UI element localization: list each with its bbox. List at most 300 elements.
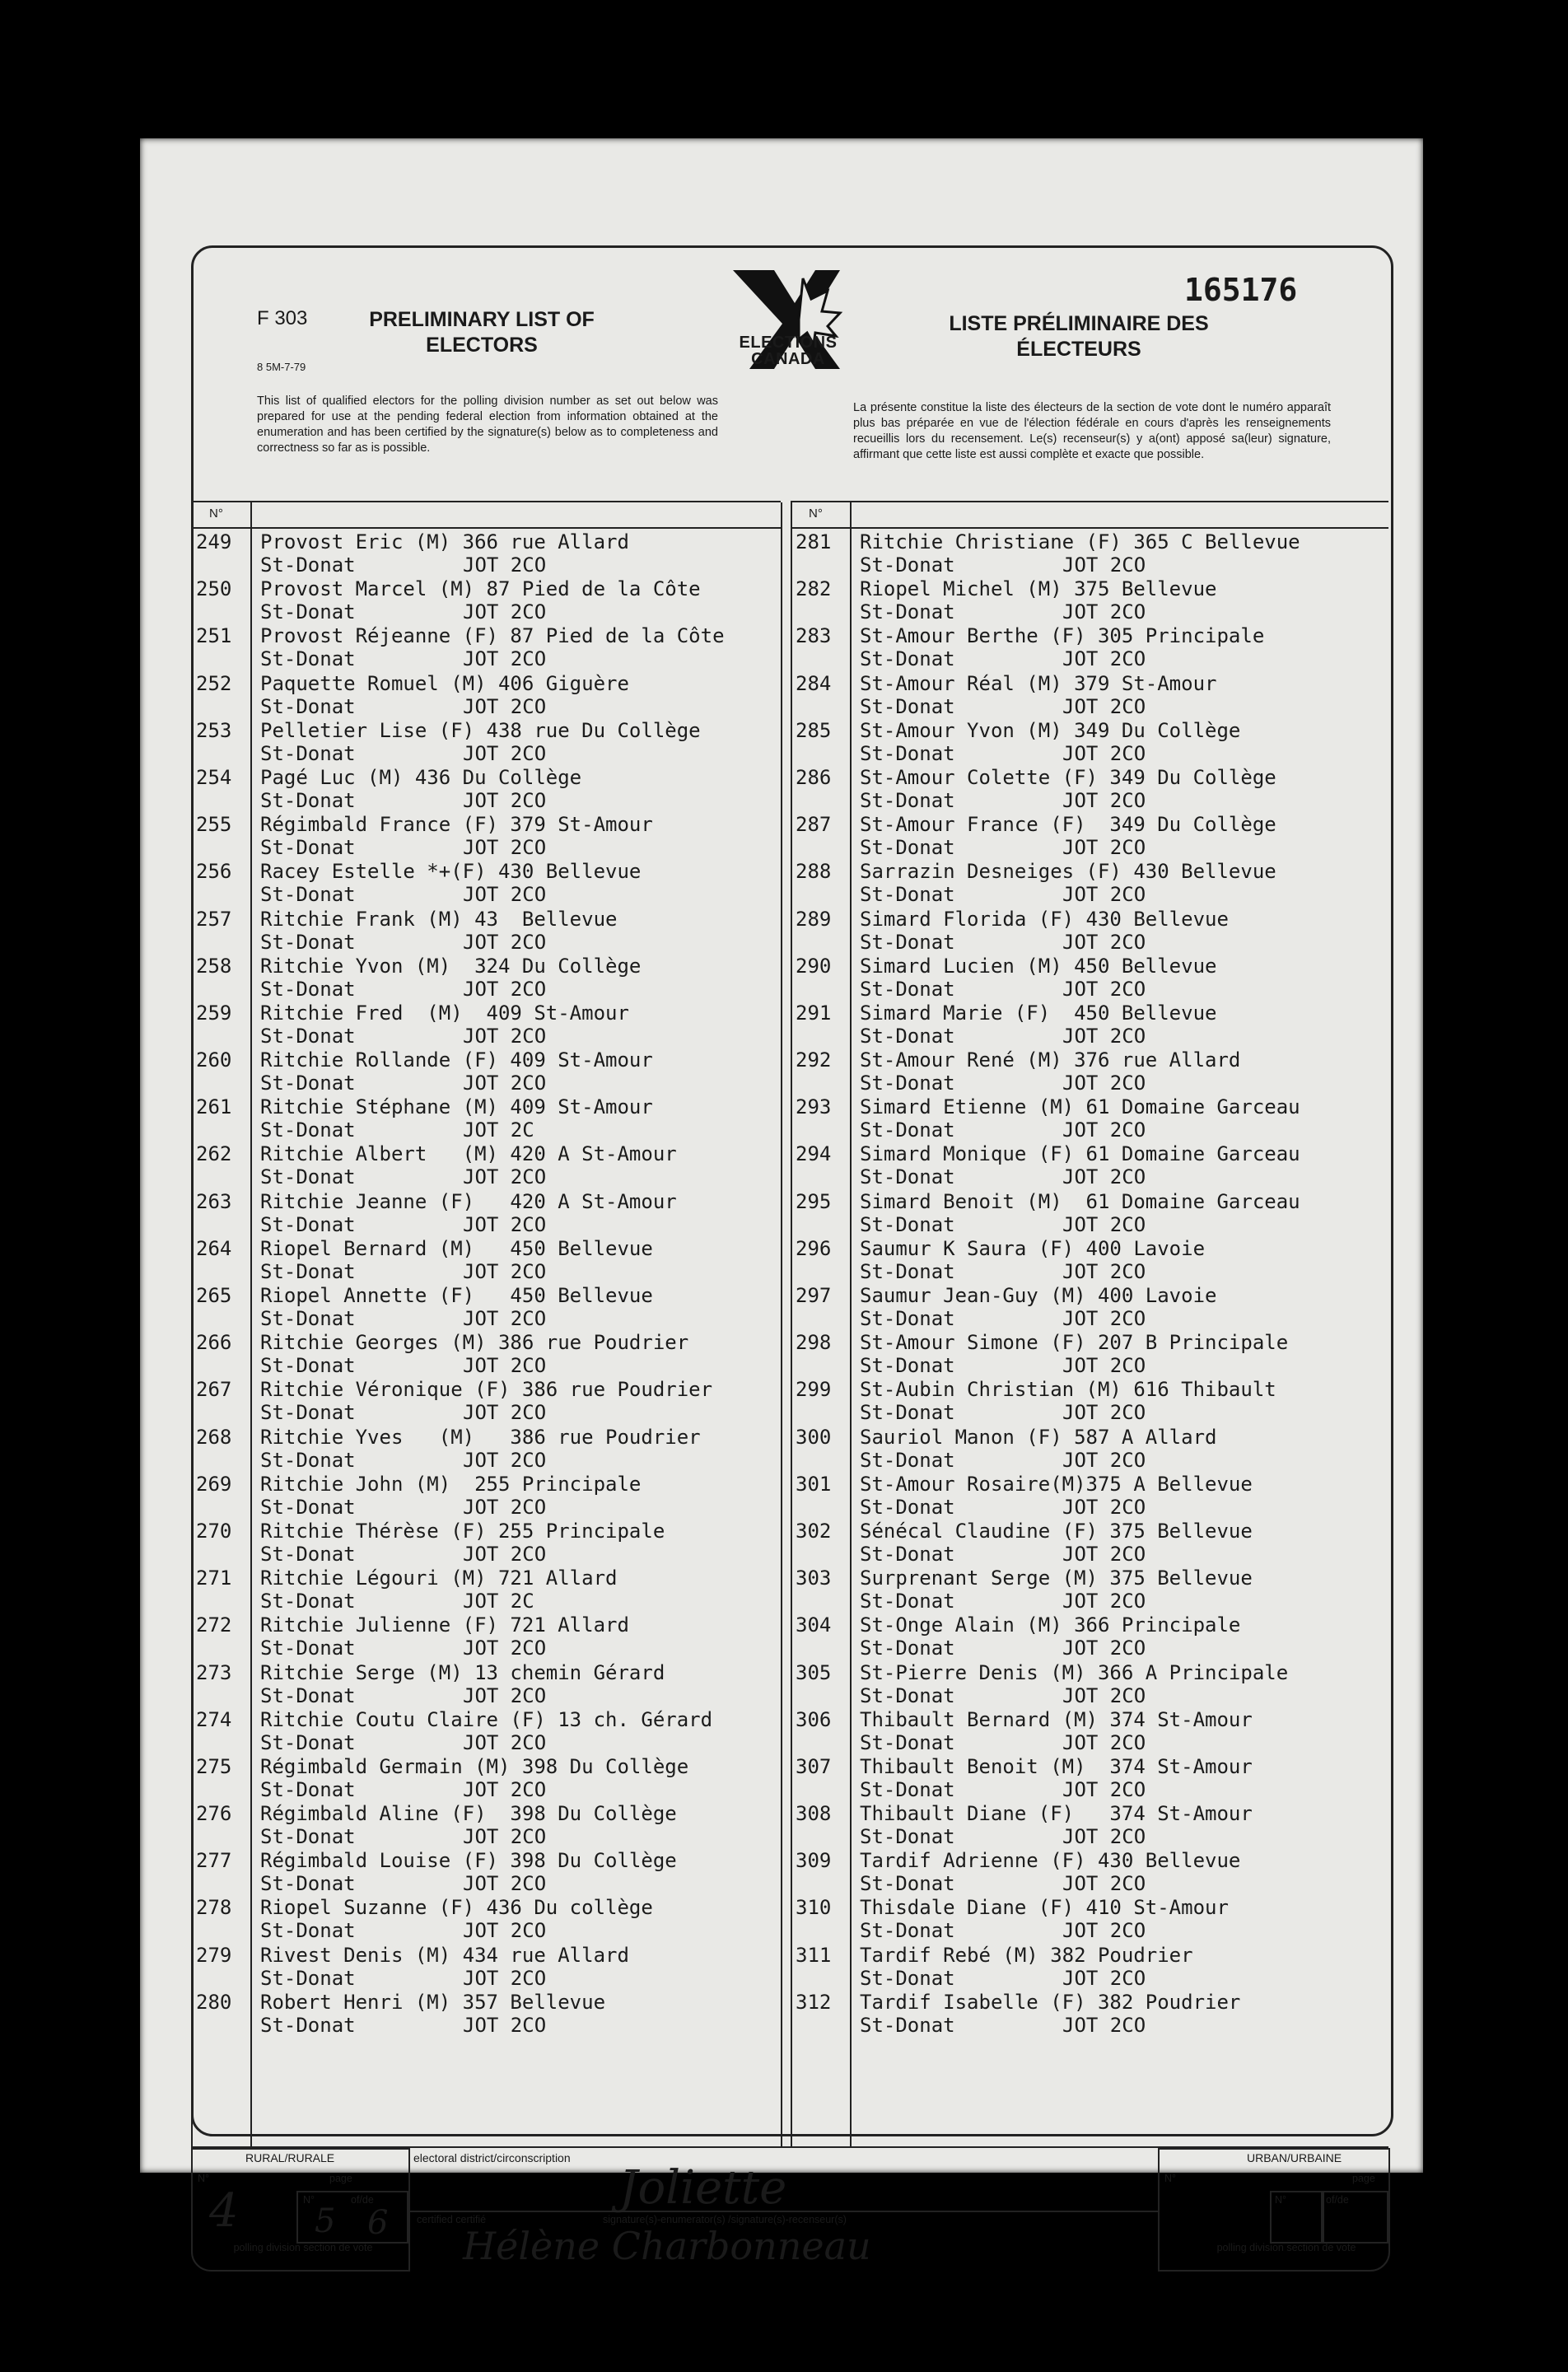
- elector-entry: [191, 1802, 781, 1849]
- elector-name-address: Régimbald Aline (F) 398 Du Collège: [260, 1802, 677, 1826]
- elector-number: 308: [796, 1802, 832, 1826]
- page-label: page: [329, 2173, 352, 2184]
- elector-postal-code: JOT 2CO: [1062, 1495, 1146, 1519]
- elector-entry: [191, 1755, 781, 1802]
- elector-municipality: St-Donat: [860, 1259, 955, 1283]
- elector-number: 287: [796, 813, 832, 837]
- elector-name-address: St-Amour Yvon (M) 349 Du Collège: [860, 718, 1241, 742]
- elector-postal-code: JOT 2CO: [463, 1354, 547, 1378]
- elector-postal-code: JOT 2CO: [1062, 1872, 1146, 1896]
- header-divider: [791, 527, 1388, 529]
- elector-postal-code: JOT 2CO: [463, 1259, 547, 1283]
- elector-number: 292: [796, 1048, 832, 1072]
- elector-municipality: St-Donat: [260, 600, 356, 624]
- elector-postal-code: JOT 2CO: [1062, 883, 1146, 907]
- elector-number: 290: [796, 954, 832, 978]
- elector-entry: [791, 955, 1388, 1002]
- elector-entry: [191, 1237, 781, 1284]
- elector-number: 291: [796, 1001, 832, 1025]
- elector-number: 306: [796, 1707, 832, 1731]
- elector-name-address: Ritchie Julienne (F) 721 Allard: [260, 1613, 629, 1637]
- no-label: N°: [1275, 2194, 1287, 2206]
- elector-entry: [191, 1520, 781, 1567]
- elector-municipality: St-Donat: [860, 1165, 955, 1189]
- elector-number: 284: [796, 671, 832, 695]
- elector-name-address: St-Onge Alain (M) 366 Principale: [860, 1613, 1241, 1637]
- elector-municipality: St-Donat: [860, 1024, 955, 1048]
- elector-name-address: Ritchie John (M) 255 Principale: [260, 1472, 642, 1496]
- district-label: electoral district/circonscription: [413, 2151, 571, 2164]
- elector-number: 277: [196, 1849, 232, 1873]
- elector-municipality: St-Donat: [260, 1072, 356, 1095]
- elector-municipality: St-Donat: [260, 883, 356, 907]
- elector-postal-code: JOT 2CO: [1062, 930, 1146, 954]
- elector-number: 280: [196, 1990, 232, 2014]
- elector-name-address: Ritchie Thérèse (F) 255 Principale: [260, 1519, 665, 1543]
- elector-name-address: Ritchie Fred (M) 409 St-Amour: [260, 1001, 629, 1025]
- elector-name-address: Racey Estelle *+(F) 430 Bellevue: [260, 860, 642, 884]
- elector-entry: [791, 624, 1388, 671]
- elector-name-address: Simard Marie (F) 450 Bellevue: [860, 1001, 1217, 1025]
- elector-number: 288: [796, 860, 832, 884]
- elector-municipality: St-Donat: [860, 1825, 955, 1849]
- elector-name-address: St-Amour René (M) 376 rue Allard: [860, 1048, 1241, 1072]
- elector-number: 270: [196, 1519, 232, 1543]
- no-label: N°: [198, 2173, 210, 2184]
- elector-entry: [791, 1237, 1388, 1284]
- elector-postal-code: JOT 2CO: [463, 600, 547, 624]
- elector-entry: [791, 1331, 1388, 1378]
- elector-name-address: Ritchie Véronique (F) 386 rue Poudrier: [260, 1378, 713, 1402]
- elector-name-address: Provost Réjeanne (F) 87 Pied de la Côte: [260, 624, 725, 648]
- elector-number: 263: [196, 1189, 232, 1213]
- elector-postal-code: JOT 2CO: [463, 1212, 547, 1236]
- elector-entry: [791, 1190, 1388, 1237]
- elector-municipality: St-Donat: [260, 1966, 356, 1990]
- elector-municipality: St-Donat: [860, 2013, 955, 2037]
- elector-number: 251: [196, 624, 232, 648]
- elector-municipality: St-Donat: [860, 741, 955, 765]
- elector-number: 305: [796, 1660, 832, 1684]
- elector-entry: [191, 1284, 781, 1331]
- elector-municipality: St-Donat: [260, 553, 356, 577]
- elector-number: 252: [196, 671, 232, 695]
- elector-entry: [191, 719, 781, 766]
- elector-municipality: St-Donat: [860, 694, 955, 718]
- elector-name-address: Simard Lucien (M) 450 Bellevue: [860, 954, 1217, 978]
- elector-postal-code: JOT 2CO: [1062, 553, 1146, 577]
- elector-municipality: St-Donat: [860, 600, 955, 624]
- elector-postal-code: JOT 2CO: [463, 694, 547, 718]
- elector-entry: [191, 766, 781, 813]
- elector-municipality: St-Donat: [260, 1448, 356, 1472]
- elector-municipality: St-Donat: [260, 1730, 356, 1754]
- elector-name-address: Thibault Benoit (M) 374 St-Amour: [860, 1754, 1253, 1778]
- elector-name-address: Sarrazin Desneiges (F) 430 Bellevue: [860, 860, 1276, 884]
- elector-municipality: St-Donat: [260, 1165, 356, 1189]
- elector-number: 269: [196, 1472, 232, 1496]
- elector-name-address: Simard Benoit (M) 61 Domaine Garceau: [860, 1189, 1300, 1213]
- elector-municipality: St-Donat: [260, 977, 356, 1001]
- elector-entry: [191, 1896, 781, 1943]
- elector-name-address: Rivest Denis (M) 434 rue Allard: [260, 1943, 629, 1967]
- number-column-header: N°: [209, 507, 223, 521]
- elector-entry: [791, 1095, 1388, 1142]
- left-entries: [191, 530, 781, 2038]
- elector-name-address: Simard Monique (F) 61 Domaine Garceau: [860, 1142, 1300, 1166]
- elector-municipality: St-Donat: [860, 1966, 955, 1990]
- elector-number: 285: [796, 718, 832, 742]
- elector-number: 268: [196, 1425, 232, 1449]
- elector-municipality: St-Donat: [260, 647, 356, 671]
- elector-name-address: Ritchie Rollande (F) 409 St-Amour: [260, 1048, 653, 1072]
- elector-postal-code: JOT 2CO: [1062, 1966, 1146, 1990]
- elector-name-address: Riopel Annette (F) 450 Bellevue: [260, 1284, 653, 1307]
- elector-entry: [191, 1473, 781, 1520]
- form-footer: [191, 2146, 1388, 2270]
- elector-postal-code: JOT 2CO: [1062, 1777, 1146, 1801]
- signature-value: Hélène Charbonneau: [463, 2224, 871, 2268]
- elector-number: 278: [196, 1896, 232, 1920]
- elector-entry: [191, 1849, 781, 1896]
- elector-postal-code: JOT 2CO: [463, 553, 547, 577]
- elector-number: 256: [196, 860, 232, 884]
- elector-name-address: St-Amour Rosaire(M)375 A Bellevue: [860, 1472, 1253, 1496]
- elector-postal-code: JOT 2CO: [1062, 788, 1146, 812]
- elector-postal-code: JOT 2CO: [463, 741, 547, 765]
- elector-entry: [191, 1378, 781, 1425]
- elector-number: 299: [796, 1378, 832, 1402]
- elector-municipality: St-Donat: [860, 1777, 955, 1801]
- elector-postal-code: JOT 2CO: [1062, 1730, 1146, 1754]
- title-english: PRELIMINARY LIST OF ELECTORS: [369, 308, 595, 357]
- elector-entry: [791, 766, 1388, 813]
- elector-municipality: St-Donat: [860, 1072, 955, 1095]
- elector-name-address: St-Amour Berthe (F) 305 Principale: [860, 624, 1265, 648]
- elector-name-address: Ritchie Christiane (F) 365 C Bellevue: [860, 530, 1300, 553]
- elector-postal-code: JOT 2CO: [1062, 1542, 1146, 1566]
- elector-name-address: Surprenant Serge (M) 375 Bellevue: [860, 1567, 1253, 1590]
- elector-name-address: Thibault Diane (F) 374 St-Amour: [860, 1802, 1253, 1826]
- elector-postal-code: JOT 2CO: [463, 1542, 547, 1566]
- elector-entry: [791, 1802, 1388, 1849]
- elector-number: 295: [796, 1189, 832, 1213]
- elector-postal-code: JOT 2CO: [1062, 647, 1146, 671]
- elector-number: 304: [796, 1613, 832, 1637]
- elector-name-address: Tardif Rebé (M) 382 Poudrier: [860, 1943, 1193, 1967]
- elector-entry: [791, 1048, 1388, 1095]
- elector-name-address: Robert Henri (M) 357 Bellevue: [260, 1990, 606, 2014]
- elector-entry: [791, 530, 1388, 577]
- elector-name-address: Ritchie Georges (M) 386 rue Poudrier: [260, 1331, 689, 1355]
- elector-entry: [791, 1378, 1388, 1425]
- elector-number: 262: [196, 1142, 232, 1166]
- elector-number: 293: [796, 1095, 832, 1119]
- elector-municipality: St-Donat: [260, 1307, 356, 1330]
- elector-number: 260: [196, 1048, 232, 1072]
- elector-entry: [191, 672, 781, 719]
- elector-number: 297: [796, 1284, 832, 1307]
- elector-name-address: St-Amour Simone (F) 207 B Principale: [860, 1331, 1289, 1355]
- elector-municipality: St-Donat: [860, 883, 955, 907]
- elector-number: 273: [196, 1660, 232, 1684]
- elector-name-address: Ritchie Légouri (M) 721 Allard: [260, 1567, 618, 1590]
- elector-municipality: St-Donat: [860, 788, 955, 812]
- elector-municipality: St-Donat: [860, 1118, 955, 1142]
- elector-number: 286: [796, 765, 832, 789]
- elector-name-address: Provost Eric (M) 366 rue Allard: [260, 530, 629, 553]
- elector-postal-code: JOT 2CO: [1062, 1259, 1146, 1283]
- elector-entry: [791, 1567, 1388, 1613]
- elector-entry: [791, 1896, 1388, 1943]
- elector-number: 267: [196, 1378, 232, 1402]
- elector-postal-code: JOT 2CO: [463, 1024, 547, 1048]
- elector-municipality: St-Donat: [860, 977, 955, 1001]
- column-border: [781, 502, 782, 2146]
- elector-postal-code: JOT 2CO: [463, 836, 547, 860]
- elector-postal-code: JOT 2CO: [463, 1495, 547, 1519]
- district-value: Joliette: [619, 2161, 787, 2215]
- elector-number: 276: [196, 1802, 232, 1826]
- elector-number: 250: [196, 577, 232, 601]
- elector-municipality: St-Donat: [860, 647, 955, 671]
- elector-municipality: St-Donat: [860, 1730, 955, 1754]
- elector-postal-code: JOT 2C: [463, 1590, 534, 1613]
- elector-name-address: Saumur K Saura (F) 400 Lavoie: [860, 1236, 1206, 1260]
- elector-municipality: St-Donat: [860, 836, 955, 860]
- elector-entry: [791, 1426, 1388, 1473]
- elector-postal-code: JOT 2CO: [1062, 1165, 1146, 1189]
- elector-entry: [191, 1944, 781, 1991]
- elector-postal-code: JOT 2CO: [463, 1072, 547, 1095]
- elector-name-address: Pelletier Lise (F) 438 rue Du Collège: [260, 718, 701, 742]
- elector-number: 311: [796, 1943, 832, 1967]
- elector-municipality: St-Donat: [860, 1401, 955, 1425]
- number-column-header: N°: [809, 507, 823, 521]
- elector-number: 264: [196, 1236, 232, 1260]
- elector-number: 294: [796, 1142, 832, 1166]
- elector-postal-code: JOT 2CO: [463, 1637, 547, 1660]
- elector-municipality: St-Donat: [860, 1683, 955, 1707]
- elector-municipality: St-Donat: [260, 1495, 356, 1519]
- elector-name-address: St-Aubin Christian (M) 616 Thibault: [860, 1378, 1276, 1402]
- elector-municipality: St-Donat: [260, 788, 356, 812]
- elector-name-address: Régimbald Germain (M) 398 Du Collège: [260, 1754, 689, 1778]
- elector-number: 282: [796, 577, 832, 601]
- elector-municipality: St-Donat: [260, 1872, 356, 1896]
- elector-entry: [791, 719, 1388, 766]
- elector-entry: [791, 1613, 1388, 1660]
- elector-municipality: St-Donat: [260, 1919, 356, 1943]
- elector-postal-code: JOT 2CO: [1062, 1307, 1146, 1330]
- elector-entry: [791, 577, 1388, 624]
- elector-entry: [191, 1002, 781, 1048]
- elector-entry: [791, 1755, 1388, 1802]
- elector-name-address: Régimbald Louise (F) 398 Du Collège: [260, 1849, 677, 1873]
- elector-name-address: St-Amour France (F) 349 Du Collège: [860, 813, 1276, 837]
- certified-label: certified certifié: [417, 2214, 487, 2225]
- elector-postal-code: JOT 2CO: [1062, 1118, 1146, 1142]
- elector-entry: [191, 1048, 781, 1095]
- elector-postal-code: JOT 2CO: [463, 647, 547, 671]
- elector-number: 312: [796, 1990, 832, 2014]
- elector-postal-code: JOT 2CO: [1062, 741, 1146, 765]
- elector-postal-code: JOT 2CO: [1062, 1590, 1146, 1613]
- elector-municipality: St-Donat: [260, 1542, 356, 1566]
- elector-postal-code: JOT 2CO: [463, 1825, 547, 1849]
- elector-postal-code: JOT 2CO: [463, 1777, 547, 1801]
- elector-name-address: St-Amour Réal (M) 379 St-Amour: [860, 671, 1217, 695]
- intro-french: La présente constitue la liste des électeurs de la section de vote dont le numéro apparaît plus bas préparée en vue de l'élection fédérale en cours d'après les renseignements recueillis lors du recensement. Le(s) recenseur(s) y a(ont) apposé sa(leur) signature, affirmant que cette liste est aussi complète et exacte que possible.: [853, 401, 1331, 461]
- elector-name-address: St-Pierre Denis (M) 366 A Principale: [860, 1660, 1289, 1684]
- elector-number: 265: [196, 1284, 232, 1307]
- elector-postal-code: JOT 2CO: [1062, 836, 1146, 860]
- header-divider: [191, 527, 781, 529]
- elector-postal-code: JOT 2CO: [463, 788, 547, 812]
- elector-name-address: Simard Etienne (M) 61 Domaine Garceau: [860, 1095, 1300, 1119]
- elector-entry: [191, 1190, 781, 1237]
- elector-name-address: Ritchie Albert (M) 420 A St-Amour: [260, 1142, 677, 1166]
- elector-number: 261: [196, 1095, 232, 1119]
- elector-number: 310: [796, 1896, 832, 1920]
- signature-label: signature(s)-enumerator(s) /signature(s)-recenseur(s): [603, 2214, 847, 2225]
- elector-number: 307: [796, 1754, 832, 1778]
- elector-postal-code: JOT 2CO: [1062, 1825, 1146, 1849]
- elector-name-address: Ritchie Serge (M) 13 chemin Gérard: [260, 1660, 665, 1684]
- elector-municipality: St-Donat: [860, 930, 955, 954]
- elector-municipality: St-Donat: [260, 1024, 356, 1048]
- elector-entry: [791, 908, 1388, 955]
- elector-postal-code: JOT 2CO: [463, 2013, 547, 2037]
- elector-entry: [191, 1661, 781, 1708]
- elector-entry: [791, 1991, 1388, 2038]
- elector-list-right: [791, 501, 1388, 2146]
- elector-number: 272: [196, 1613, 232, 1637]
- elector-name-address: Riopel Bernard (M) 450 Bellevue: [260, 1236, 653, 1260]
- elector-municipality: St-Donat: [860, 553, 955, 577]
- elector-entry: [191, 955, 781, 1002]
- urban-label: URBAN/URBAINE: [1247, 2151, 1342, 2164]
- elector-number: 254: [196, 765, 232, 789]
- elector-postal-code: JOT 2CO: [463, 930, 547, 954]
- elector-number: 258: [196, 954, 232, 978]
- elector-number: 266: [196, 1331, 232, 1355]
- elector-municipality: St-Donat: [260, 1777, 356, 1801]
- elector-number: 253: [196, 718, 232, 742]
- elector-entry: [191, 1613, 781, 1660]
- polling-label: polling division section de vote: [1216, 2242, 1356, 2253]
- elector-municipality: St-Donat: [260, 1118, 356, 1142]
- of-label: of/de: [1326, 2194, 1349, 2206]
- elector-number: 249: [196, 530, 232, 553]
- elector-entry: [791, 1849, 1388, 1896]
- elector-name-address: Pagé Luc (M) 436 Du Collège: [260, 765, 582, 789]
- elector-number: 271: [196, 1567, 232, 1590]
- elector-postal-code: JOT 2CO: [1062, 1448, 1146, 1472]
- elector-municipality: St-Donat: [860, 1354, 955, 1378]
- elector-municipality: St-Donat: [260, 1401, 356, 1425]
- elector-postal-code: JOT 2CO: [463, 1730, 547, 1754]
- elector-entry: [191, 1426, 781, 1473]
- elector-name-address: Tardif Adrienne (F) 430 Bellevue: [860, 1849, 1241, 1873]
- elector-postal-code: JOT 2CO: [463, 1401, 547, 1425]
- elector-entry: [791, 1661, 1388, 1708]
- elector-municipality: St-Donat: [860, 1448, 955, 1472]
- elector-number: 274: [196, 1707, 232, 1731]
- elector-municipality: St-Donat: [260, 1683, 356, 1707]
- elector-municipality: St-Donat: [260, 1637, 356, 1660]
- elector-entry: [191, 1567, 781, 1613]
- elector-number: 255: [196, 813, 232, 837]
- elector-number: 302: [796, 1519, 832, 1543]
- elector-entry: [191, 1095, 781, 1142]
- elector-postal-code: JOT 2CO: [463, 1966, 547, 1990]
- elector-entry: [191, 1331, 781, 1378]
- elector-number: 298: [796, 1331, 832, 1355]
- polling-label: polling division section de vote: [233, 2242, 373, 2253]
- elector-entry: [191, 860, 781, 907]
- document-page: [140, 138, 1423, 2268]
- elector-entry: [191, 1708, 781, 1755]
- elector-postal-code: JOT 2CO: [463, 883, 547, 907]
- intro-english: This list of qualified electors for the polling division number as set out below was prepared for use at the pending federal election from information obtained at the enumeration and has been certified by the signature(s) below as to completeness and correctness so far as is possible.: [257, 395, 718, 455]
- elector-number: 275: [196, 1754, 232, 1778]
- elector-name-address: Riopel Suzanne (F) 436 Du collège: [260, 1896, 653, 1920]
- elector-name-address: Tardif Isabelle (F) 382 Poudrier: [860, 1990, 1241, 2014]
- elector-municipality: St-Donat: [260, 836, 356, 860]
- elector-name-address: St-Amour Colette (F) 349 Du Collège: [860, 765, 1276, 789]
- elector-postal-code: JOT 2CO: [1062, 977, 1146, 1001]
- serial-number: 165176: [1184, 272, 1298, 308]
- elector-number: 303: [796, 1567, 832, 1590]
- elector-entry: [791, 672, 1388, 719]
- elector-postal-code: JOT 2CO: [1062, 1354, 1146, 1378]
- polling-number: 4: [209, 2184, 239, 2238]
- elector-name-address: Régimbald France (F) 379 St-Amour: [260, 813, 653, 837]
- elector-postal-code: JOT 2CO: [1062, 600, 1146, 624]
- elector-number: 300: [796, 1425, 832, 1449]
- title-french: LISTE PRÉLIMINAIRE DES ÉLECTEURS: [949, 312, 1209, 361]
- elector-postal-code: JOT 2C: [463, 1118, 534, 1142]
- elector-name-address: Thisdale Diane (F) 410 St-Amour: [860, 1896, 1229, 1920]
- elector-name-address: Ritchie Stéphane (M) 409 St-Amour: [260, 1095, 653, 1119]
- elector-number: 309: [796, 1849, 832, 1873]
- elector-list-left: [191, 501, 781, 2146]
- elector-name-address: Saumur Jean-Guy (M) 400 Lavoie: [860, 1284, 1217, 1307]
- elector-entry: [791, 860, 1388, 907]
- elector-postal-code: JOT 2CO: [1062, 1919, 1146, 1943]
- elector-number: 259: [196, 1001, 232, 1025]
- elector-name-address: Thibault Bernard (M) 374 St-Amour: [860, 1707, 1253, 1731]
- elector-entry: [791, 1944, 1388, 1991]
- elector-entry: [191, 1142, 781, 1189]
- elector-number: 289: [796, 907, 832, 931]
- page-total: 6: [367, 2204, 389, 2242]
- signature-line: [407, 2211, 1158, 2212]
- elector-entry: [191, 624, 781, 671]
- elector-postal-code: JOT 2CO: [1062, 1024, 1146, 1048]
- elector-municipality: St-Donat: [260, 694, 356, 718]
- elector-name-address: Sauriol Manon (F) 587 A Allard: [860, 1425, 1217, 1449]
- form-date: 8 5M-7-79: [257, 361, 306, 373]
- elector-postal-code: JOT 2CO: [463, 1872, 547, 1896]
- elector-name-address: Ritchie Yves (M) 386 rue Poudrier: [260, 1425, 701, 1449]
- of-label: of/de: [351, 2194, 374, 2206]
- elector-municipality: St-Donat: [860, 1495, 955, 1519]
- elector-number: 257: [196, 907, 232, 931]
- elector-number: 279: [196, 1943, 232, 1967]
- elector-postal-code: JOT 2CO: [463, 1683, 547, 1707]
